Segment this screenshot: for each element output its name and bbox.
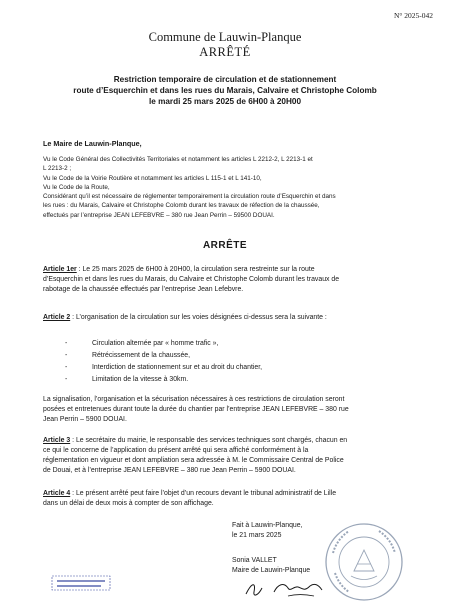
signatory-name: Sonia VALLET — [232, 557, 277, 564]
article-2-signalisation — [43, 395, 415, 425]
article-1-label: Article 1er — [43, 266, 77, 273]
visa-line: Considérant qu’il est nécessaire de réglementer temporairement la circulation route d’Esquerchin et dans — [43, 193, 336, 201]
article-3 — [43, 436, 415, 476]
visa-line: Vu le Code de la Route, — [43, 183, 110, 191]
handwritten-signature-icon — [244, 578, 324, 600]
article-2-after-text: Jean Perrin – 5900 DOUAI. — [43, 416, 127, 423]
article-2 — [43, 313, 415, 323]
subject-line: le mardi 25 mars 2025 de 6H00 à 20H00 — [148, 97, 302, 106]
article-1 — [43, 265, 415, 295]
list-item: - Circulation alternée par « homme trafic », — [65, 340, 219, 347]
arrete-subject — [60, 74, 390, 107]
article-2-label: Article 2 — [43, 314, 71, 321]
article-2-after-text: posées et entretenues durant toute la durée du chantier par l’entreprise JEAN LEFEBVRE – 380 rue — [43, 406, 349, 413]
commune-name: Commune de Lauwin-Planque — [148, 30, 302, 44]
article-3-text: réglementation en vigueur et dont ampliation sera adressée à M. le Commissaire Central de Police — [43, 457, 344, 464]
article-3-label: Article 3 — [43, 437, 71, 444]
signatory-title: Maire de Lauwin-Planque — [232, 567, 311, 575]
article-3-text: de Douai, et à l’entreprise JEAN LEFEBVRE – 380 rue Jean Perrin – 5900 DOUAI. — [43, 467, 296, 474]
list-item: - Limitation de la vitesse à 30km. — [65, 376, 189, 383]
arrete-heading: ARRÊTE — [202, 240, 248, 251]
document-type: ARRÊTÉ — [199, 45, 251, 59]
list-item: - Interdiction de stationnement sur et au droit du chantier, — [65, 364, 263, 371]
list-item: - Rétrécissement de la chaussée, — [65, 352, 191, 359]
signatory — [232, 556, 310, 577]
visa-line: L 2213-2 ; — [43, 165, 72, 173]
visa-line: Vu le Code de la Voirie Routière et notamment les articles L 115-1 et L 141-10, — [43, 174, 262, 182]
reference-number: N° 2025-042 — [393, 11, 433, 20]
preamble-visas — [43, 155, 415, 220]
signature-place-date — [232, 521, 302, 542]
article-1-text: : Le 25 mars 2025 de 6H00 à 20H00, la circulation sera restreinte sur la route — [76, 266, 315, 273]
executory-stamp-icon — [51, 575, 111, 591]
article-4-text: : Le présent arrêté peut faire l’objet d’un recours devant le tribunal administratif de Lille — [70, 490, 337, 497]
maire-heading: Le Maire de Lauwin-Planque, — [43, 139, 142, 148]
mairie-seal-icon — [323, 521, 405, 603]
visa-line: effectués par l’entreprise JEAN LEFEBVRE – 380 rue Jean Perrin – 59500 DOUAI. — [43, 211, 275, 219]
article-3-text: : Le secrétaire du mairie, le responsable des services techniques sont chargés, chacun en — [70, 437, 348, 444]
article-3-text: ce qui le concerne de l’application du présent arrêté qui sera affiché conformément à la — [43, 447, 309, 454]
visa-line: les rues : du Marais, Calvaire et Christophe Colomb durant les travaux de réfection de la chaussée, — [43, 202, 320, 210]
signature-place: Fait à Lauwin-Planque, — [232, 522, 303, 529]
article-4-text: dans un délai de deux mois à compter de son affichage. — [43, 500, 214, 507]
article-4-label: Article 4 — [43, 490, 71, 497]
visa-line: Vu le Code Général des Collectivités Territoriales et notamment les articles L 2212-2, L 2213-1 et — [43, 156, 313, 163]
article-4 — [43, 489, 415, 509]
subject-line: Restriction temporaire de circulation et de stationnement — [113, 75, 337, 84]
article-2-after-text: La signalisation, l’organisation et la sécurisation nécessaires à ces restrictions de circulation seront — [43, 396, 345, 403]
traffic-measures-list — [65, 338, 262, 386]
article-2-text: : L’organisation de la circulation sur les voies désignées ci-dessus sera la suivante : — [70, 314, 327, 321]
article-1-text: rabotage de la chaussée effectués par l’entreprise Jean Lefebvre. — [43, 286, 244, 293]
subject-line: route d’Esquerchin et dans les rues du Marais, Calvaire et Christophe Colomb — [73, 86, 377, 95]
signature-date: le 21 mars 2025 — [232, 532, 282, 540]
article-1-text: d’Esquerchin et dans les rues du Marais, du Calvaire et Christophe Colomb durant les travaux de — [43, 276, 340, 283]
